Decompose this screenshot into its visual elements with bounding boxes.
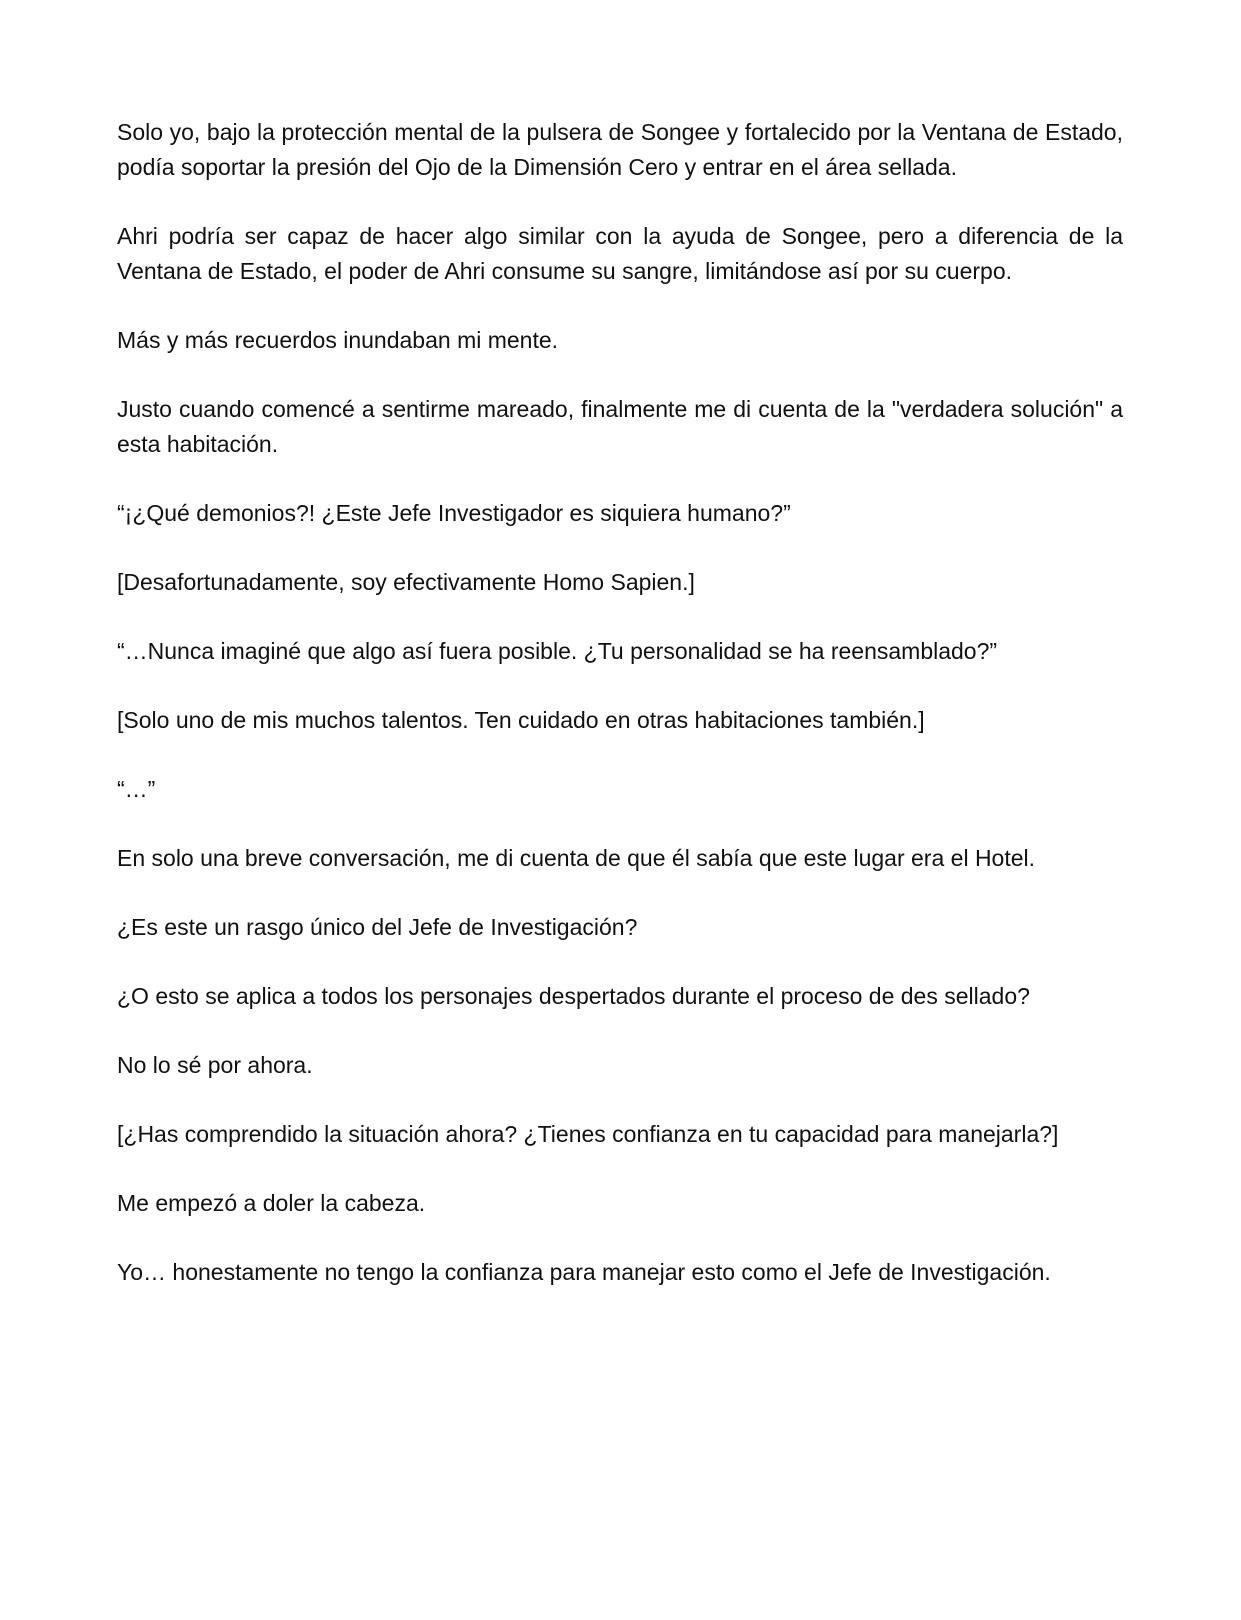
- paragraph: “…”: [117, 776, 156, 802]
- paragraph: [Solo uno de mis muchos talentos. Ten cuidado en otras habitaciones también.]: [117, 707, 925, 733]
- paragraph: No lo sé por ahora.: [117, 1052, 313, 1078]
- document-body: [117, 115, 1123, 1324]
- paragraph: [¿Has comprendido la situación ahora? ¿Tienes confianza en tu capacidad para manejarla?]: [117, 1121, 1059, 1147]
- paragraph: ¿Es este un rasgo único del Jefe de Investigación?: [117, 914, 638, 940]
- paragraph: [Desafortunadamente, soy efectivamente Homo Sapien.]: [117, 569, 695, 595]
- paragraph: Más y más recuerdos inundaban mi mente.: [117, 327, 559, 353]
- paragraph: “¡¿Qué demonios?! ¿Este Jefe Investigador es siquiera humano?”: [117, 500, 791, 526]
- paragraph: Solo yo, bajo la protección mental de la pulsera de Songee y fortalecido por la Ventana de Estado, podía soportar la presión del Ojo de la Dimensión Cero y entrar en el área sellada.: [117, 119, 1123, 180]
- paragraph: “…Nunca imaginé que algo así fuera posible. ¿Tu personalidad se ha reensamblado?”: [117, 638, 998, 664]
- paragraph: En solo una breve conversación, me di cuenta de que él sabía que este lugar era el Hotel.: [117, 845, 1036, 871]
- paragraph: Me empezó a doler la cabeza.: [117, 1190, 426, 1216]
- paragraph: Justo cuando comencé a sentirme mareado, finalmente me di cuenta de la "verdadera solución" a esta habitación.: [117, 396, 1123, 457]
- paragraph: Yo… honestamente no tengo la confianza para manejar esto como el Jefe de Investigación.: [117, 1259, 1051, 1285]
- paragraph: Ahri podría ser capaz de hacer algo similar con la ayuda de Songee, pero a diferencia de la Ventana de Estado, el poder de Ahri consume su sangre, limitándose así por su cuerpo.: [117, 223, 1123, 284]
- paragraph: ¿O esto se aplica a todos los personajes despertados durante el proceso de des sellado?: [117, 983, 1030, 1009]
